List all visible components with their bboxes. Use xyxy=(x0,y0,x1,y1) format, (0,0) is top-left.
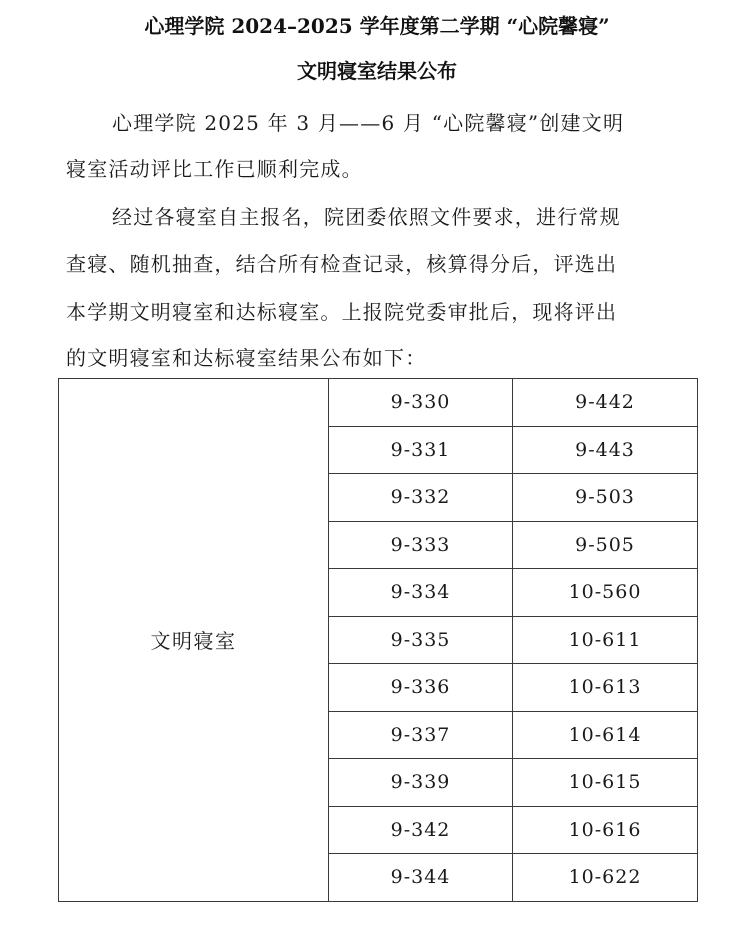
room-cell-left: 9-342 xyxy=(329,806,513,854)
room-cell-left: 9-344 xyxy=(329,854,513,902)
room-cell-left: 9-336 xyxy=(329,664,513,712)
room-cell-right: 9-505 xyxy=(513,521,698,569)
paragraph2-line1: 经过各寝室自主报名，院团委依照文件要求，进行常规 xyxy=(112,205,621,229)
document-title-line2: 文明寝室结果公布 xyxy=(297,59,457,83)
paragraph2-line4: 的文明寝室和达标寝室结果公布如下： xyxy=(66,346,427,370)
paragraph2-line3: 本学期文明寝室和达标寝室。上报院党委审批后，现将评出 xyxy=(66,300,618,324)
room-cell-left: 9-337 xyxy=(329,711,513,759)
room-cell-right: 10-615 xyxy=(513,759,698,807)
room-cell-left: 9-333 xyxy=(329,521,513,569)
room-cell-right: 9-443 xyxy=(513,426,698,474)
room-cell-left: 9-331 xyxy=(329,426,513,474)
room-cell-right: 10-616 xyxy=(513,806,698,854)
rooms-table xyxy=(58,378,698,902)
room-cell-left: 9-334 xyxy=(329,569,513,617)
room-cell-right: 10-613 xyxy=(513,664,698,712)
room-cell-left: 9-332 xyxy=(329,474,513,522)
table-row xyxy=(59,379,698,427)
room-cell-right: 10-622 xyxy=(513,854,698,902)
room-cell-right: 9-503 xyxy=(513,474,698,522)
room-cell-left: 9-335 xyxy=(329,616,513,664)
rooms-table-body xyxy=(59,379,698,902)
room-cell-left: 9-330 xyxy=(329,379,513,427)
room-cell-right: 10-611 xyxy=(513,616,698,664)
room-cell-right: 10-614 xyxy=(513,711,698,759)
document-title-line1: 心理学院 2024–2025 学年度第二学期 “心院馨寝” xyxy=(144,14,610,38)
paragraph2-line2: 查寝、随机抽查，结合所有检查记录，核算得分后，评选出 xyxy=(66,252,618,276)
room-cell-right: 9-442 xyxy=(513,379,698,427)
paragraph1-line2: 寝室活动评比工作已顺利完成。 xyxy=(66,157,363,181)
room-cell-left: 9-339 xyxy=(329,759,513,807)
paragraph1-line1: 心理学院 2025 年 3 月——6 月 “心院馨寝”创建文明 xyxy=(112,111,625,135)
category-cell: 文明寝室 xyxy=(59,379,329,902)
room-cell-right: 10-560 xyxy=(513,569,698,617)
